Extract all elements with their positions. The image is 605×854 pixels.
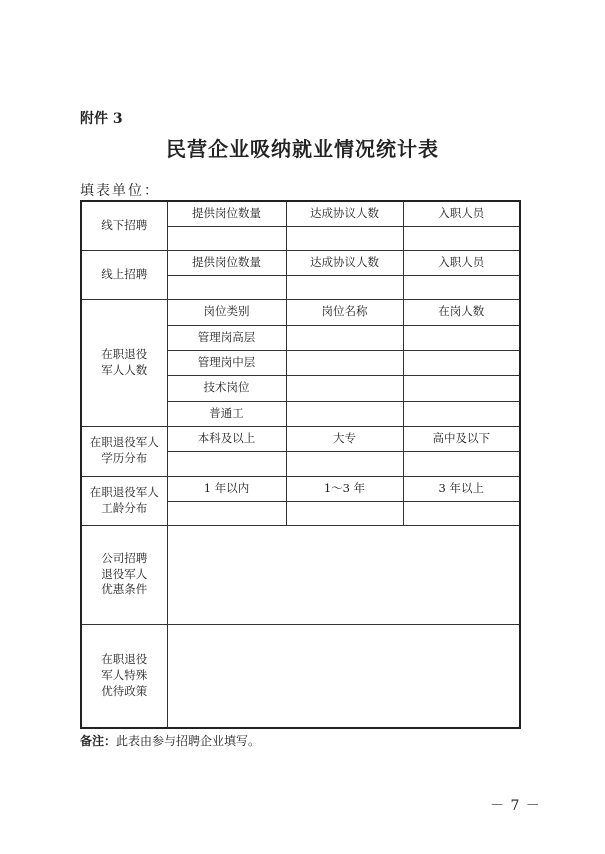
offline-header-positions: 提供岗位数量 bbox=[167, 201, 286, 226]
online-header-agreements: 达成协议人数 bbox=[286, 250, 403, 275]
seniority-header-1-to-3: 1～3 年 bbox=[286, 476, 403, 501]
page-title: 民营企业吸纳就业情况统计表 bbox=[166, 137, 439, 161]
education-header-highschool: 高中及以下 bbox=[403, 426, 520, 451]
online-positions-cell[interactable] bbox=[167, 275, 286, 299]
online-agreements-cell[interactable] bbox=[286, 275, 403, 299]
recruitment-benefits-label: 公司招聘 退役军人 优惠条件 bbox=[81, 525, 167, 624]
technical-count-cell[interactable] bbox=[403, 375, 520, 401]
footnote-text: 此表由参与招聘企业填写。 bbox=[116, 734, 261, 748]
online-header-hired: 入职人员 bbox=[403, 250, 520, 275]
attachment-label: 附件 3 bbox=[80, 111, 123, 127]
seniority-1-to-3-cell[interactable] bbox=[286, 501, 403, 525]
offline-recruitment-label: 线下招聘 bbox=[81, 201, 167, 250]
veterans-header-count: 在岗人数 bbox=[403, 299, 520, 325]
seniority-header-under-1: 1 年以内 bbox=[167, 476, 286, 501]
footnote bbox=[80, 732, 260, 749]
education-highschool-cell[interactable] bbox=[403, 451, 520, 476]
general-worker-count-cell[interactable] bbox=[403, 401, 520, 426]
education-header-bachelor: 本科及以上 bbox=[167, 426, 286, 451]
middle-management-count-cell[interactable] bbox=[403, 350, 520, 375]
senior-management-count-cell[interactable] bbox=[403, 325, 520, 350]
technical-name-cell[interactable] bbox=[286, 375, 403, 401]
page-number: － 7 － bbox=[490, 798, 541, 814]
veterans-row-senior-management: 管理岗高层 bbox=[167, 325, 286, 350]
recruitment-benefits-cell[interactable] bbox=[167, 525, 520, 624]
general-worker-name-cell[interactable] bbox=[286, 401, 403, 426]
veterans-header-category: 岗位类别 bbox=[167, 299, 286, 325]
veterans-count-label: 在职退役 军人人数 bbox=[81, 299, 167, 426]
footnote-prefix: 备注： bbox=[80, 734, 117, 748]
fill-unit-label: 填表单位： bbox=[80, 183, 160, 199]
seniority-distribution-label: 在职退役军人 工龄分布 bbox=[81, 476, 167, 525]
statistics-table bbox=[80, 200, 521, 729]
special-policy-cell[interactable] bbox=[167, 624, 520, 728]
veterans-row-middle-management: 管理岗中层 bbox=[167, 350, 286, 375]
education-distribution-label: 在职退役军人 学历分布 bbox=[81, 426, 167, 476]
offline-positions-cell[interactable] bbox=[167, 226, 286, 250]
seniority-header-over-3: 3 年以上 bbox=[403, 476, 520, 501]
senior-management-name-cell[interactable] bbox=[286, 325, 403, 350]
offline-header-agreements: 达成协议人数 bbox=[286, 201, 403, 226]
veterans-row-technical: 技术岗位 bbox=[167, 375, 286, 401]
education-header-college: 大专 bbox=[286, 426, 403, 451]
offline-hired-cell[interactable] bbox=[403, 226, 520, 250]
veterans-header-name: 岗位名称 bbox=[286, 299, 403, 325]
special-policy-label: 在职退役 军人特殊 优待政策 bbox=[81, 624, 167, 728]
online-hired-cell[interactable] bbox=[403, 275, 520, 299]
middle-management-name-cell[interactable] bbox=[286, 350, 403, 375]
offline-agreements-cell[interactable] bbox=[286, 226, 403, 250]
education-college-cell[interactable] bbox=[286, 451, 403, 476]
seniority-over-3-cell[interactable] bbox=[403, 501, 520, 525]
veterans-row-general-worker: 普通工 bbox=[167, 401, 286, 426]
online-recruitment-label: 线上招聘 bbox=[81, 250, 167, 299]
offline-header-hired: 入职人员 bbox=[403, 201, 520, 226]
online-header-positions: 提供岗位数量 bbox=[167, 250, 286, 275]
education-bachelor-cell[interactable] bbox=[167, 451, 286, 476]
seniority-under-1-cell[interactable] bbox=[167, 501, 286, 525]
